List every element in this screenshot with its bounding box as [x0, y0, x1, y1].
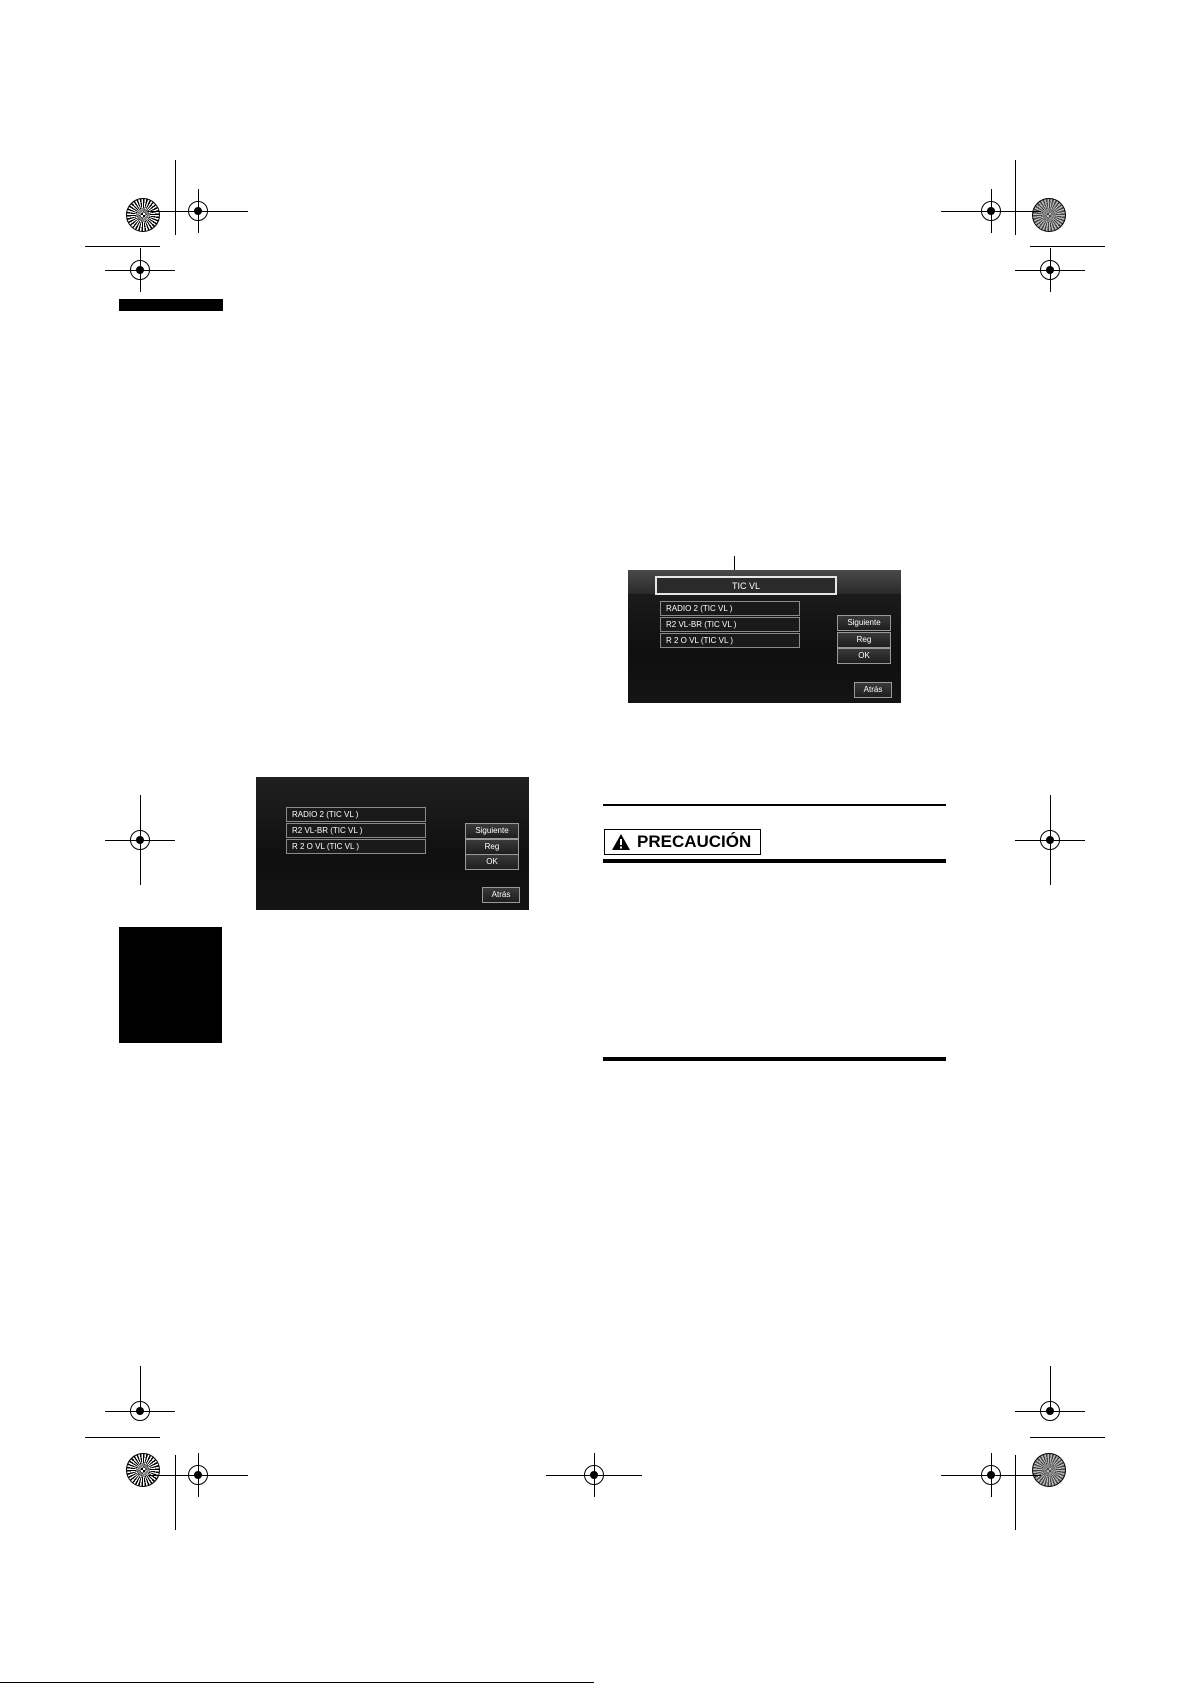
selected-station-title: TIC VL: [655, 576, 837, 595]
caution-label: [604, 829, 761, 855]
page-bottom-rule: [0, 1682, 594, 1683]
warning-triangle-icon: [611, 833, 631, 851]
color-target-icon: [126, 1453, 160, 1487]
color-target-icon: [126, 198, 160, 232]
nav-screen-top: [628, 570, 901, 703]
section-header-tab: [119, 299, 223, 311]
caution-header-rule: [603, 859, 946, 863]
station-list-item[interactable]: R 2 O VL (TIC VL ): [660, 633, 800, 648]
next-button[interactable]: Siguiente: [837, 615, 891, 631]
caution-label-text: PRECAUCIÓN: [637, 832, 752, 851]
station-list-item[interactable]: RADIO 2 (TIC VL ): [286, 807, 426, 822]
next-button[interactable]: Siguiente: [465, 823, 519, 839]
station-list-item[interactable]: R2 VL-BR (TIC VL ): [286, 823, 426, 838]
caution-bottom-rule: [603, 1057, 946, 1061]
station-list-item[interactable]: RADIO 2 (TIC VL ): [660, 601, 800, 616]
reg-button[interactable]: Reg: [837, 632, 891, 648]
color-target-icon: [1032, 198, 1066, 232]
back-button[interactable]: Atrás: [854, 682, 892, 698]
station-list-item[interactable]: R2 VL-BR (TIC VL ): [660, 617, 800, 632]
color-target-icon: [1032, 1453, 1066, 1487]
caution-top-rule: [603, 804, 946, 806]
station-list-item[interactable]: R 2 O VL (TIC VL ): [286, 839, 426, 854]
ok-button[interactable]: OK: [837, 648, 891, 664]
back-button[interactable]: Atrás: [482, 887, 520, 903]
chapter-side-tab: [119, 927, 222, 1043]
reg-button[interactable]: Reg: [465, 839, 519, 855]
nav-screen-bottom: [256, 777, 529, 910]
ok-button[interactable]: OK: [465, 854, 519, 870]
